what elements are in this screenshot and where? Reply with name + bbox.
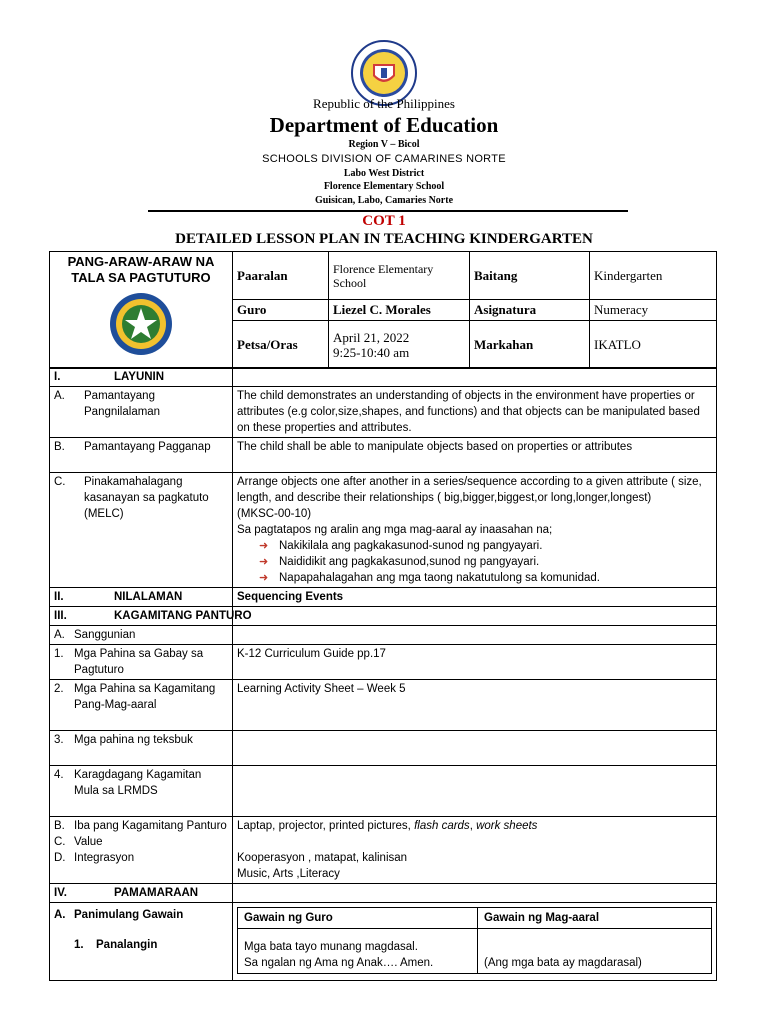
row-gabay	[50, 645, 717, 680]
integrasyon-value: Music, Arts ,Literacy	[237, 868, 340, 880]
row-layunin	[50, 368, 717, 387]
guro-line: Mga bata tayo munang magdasal.	[244, 941, 418, 953]
value-value: Kooperasyon , matapat, kalinisan	[237, 852, 408, 864]
value: The child demonstrates an understanding of objects in the environment have properties or attributes (e.g color,size,shapes, and functions) and that objects can be manipulated based on these properties and attributes.	[233, 387, 717, 438]
row-kagamitang-pang-mag-aaral	[50, 680, 717, 731]
materials-value: Laptap, projector, printed pictures, flash cards, work sheets	[237, 820, 538, 832]
baitang-label: Baitang	[470, 252, 590, 300]
value: The child shall be able to manipulate objects based on properties or attributes	[233, 438, 717, 473]
value: Learning Activity Sheet – Week 5	[233, 680, 717, 731]
list-item: ➜ Naididikit ang pagkakasunod,sunod ng pangyayari.	[259, 556, 540, 568]
guro-line: Sa ngalan ng Ama ng Anak…. Amen.	[244, 957, 434, 969]
petsa-label: Petsa/Oras	[233, 321, 329, 369]
address-line: Guisican, Labo, Camaries Norte	[314, 195, 454, 206]
melc-intro: Sa pagtatapos ng aralin ang mga mag-aaral ay inaasahan na;	[237, 524, 553, 536]
row-kagamitang-panturo	[50, 607, 717, 626]
petsa-time: 9:25-10:40 am	[333, 344, 410, 360]
list-item: ➜ Napapahalagahan ang mga taong nakatutulong sa komunidad.	[259, 572, 600, 584]
num: D.	[54, 852, 66, 864]
label: NILALAMAN	[114, 591, 183, 603]
mag-aaral-line: (Ang mga bata ay magdarasal)	[478, 929, 712, 974]
num: III.	[54, 610, 67, 622]
label: Pamantayang Pangnilalaman	[84, 390, 161, 418]
row-nilalaman	[50, 588, 717, 607]
label: PAMAMARAAN	[114, 887, 199, 899]
arrow-bullet-icon: ➜	[259, 556, 269, 568]
row-lrmds	[50, 766, 717, 817]
school-seal-logo	[109, 292, 173, 356]
petsa-date: April 21, 2022	[333, 329, 410, 345]
label: Mga Pahina sa Gabay sa Pagtuturo	[74, 648, 204, 676]
num: 3.	[54, 734, 64, 746]
lesson-table	[49, 367, 717, 981]
baitang-value: Kindergarten	[590, 252, 717, 300]
gawain-mag-aaral-header: Gawain ng Mag-aaral	[478, 908, 712, 929]
asignatura-value: Numeracy	[590, 300, 717, 321]
label: Value	[74, 836, 103, 848]
row-iba-pang-kagamitan	[50, 817, 717, 884]
row-pamantayang-pagganap	[50, 438, 717, 473]
school-line: Florence Elementary School	[323, 181, 445, 192]
label: Sanggunian	[74, 629, 136, 641]
division-line: SCHOOLS DIVISION OF CAMARINES NORTE	[262, 153, 506, 165]
label: Mga Pahina sa Kagamitang Pang-Mag-aaral	[74, 683, 216, 711]
num: B.	[54, 441, 65, 453]
arrow-bullet-icon: ➜	[259, 572, 269, 584]
cot-label: COT 1	[362, 213, 406, 229]
paaralan-value: Florence Elementary School	[329, 252, 470, 300]
num: B.	[54, 820, 65, 832]
header-divider	[148, 210, 628, 212]
list-item: ➜ Nakikilala ang pagkakasunod-sunod ng pangyayari.	[259, 540, 543, 552]
info-title-cell	[50, 252, 233, 369]
num: A.	[54, 629, 65, 641]
num: 1.	[54, 648, 64, 660]
num: C.	[54, 836, 66, 848]
district-line: Labo West District	[343, 168, 425, 179]
num: 2.	[54, 683, 64, 695]
num: A.	[54, 390, 65, 402]
label: Mga pahina ng teksbuk	[74, 734, 193, 746]
asignatura-label: Asignatura	[470, 300, 590, 321]
row-teksbuk	[50, 731, 717, 766]
region-line: Region V – Bicol	[348, 139, 420, 150]
num: IV.	[54, 887, 68, 899]
arrow-bullet-icon: ➜	[259, 540, 269, 552]
label: Panalangin	[96, 939, 158, 951]
petsa-value	[329, 321, 470, 369]
label: Pamantayang Pagganap	[84, 441, 211, 453]
label: Pinakamahalagang kasanayan sa pagkatuto (MELC)	[84, 476, 209, 520]
label: Integrasyon	[74, 852, 135, 864]
melc-text: Arrange objects one after another in a series/sequence according to a given attribute ( size, length, and describe their relationships ( big,bigger,biggest,or long,longer,longest)	[237, 476, 702, 504]
paaralan-label: Paaralan	[233, 252, 329, 300]
markahan-label: Markahan	[470, 321, 590, 369]
guro-value: Liezel C. Morales	[329, 300, 470, 321]
row-pamamaraan	[50, 884, 717, 903]
row-pamantayang-pangnilalaman	[50, 387, 717, 438]
label: LAYUNIN	[114, 371, 165, 383]
info-table	[49, 251, 717, 369]
gawain-guro-header: Gawain ng Guro	[238, 908, 478, 929]
label: Iba pang Kagamitang Panturo	[74, 820, 227, 832]
num: I.	[54, 371, 61, 383]
label: KAGAMITANG PANTURO	[114, 610, 252, 622]
value: K-12 Curriculum Guide pp.17	[233, 645, 717, 680]
lesson-plan-title: DETAILED LESSON PLAN IN TEACHING KINDERGARTEN	[175, 231, 593, 247]
num: 1.	[74, 939, 84, 951]
republic-line: Republic of the Philippines	[313, 96, 455, 111]
melc-code: (MKSC-00-10)	[237, 508, 312, 520]
label: Panimulang Gawain	[74, 909, 184, 921]
row-panimulang-gawain	[50, 903, 717, 981]
guro-label: Guro	[233, 300, 329, 321]
num: A.	[54, 909, 66, 921]
row-sanggunian	[50, 626, 717, 645]
info-title: PANG-ARAW-ARAW NA TALA SA PAGTUTURO	[67, 254, 215, 285]
num: 4.	[54, 769, 64, 781]
label: Karagdagang Kagamitan Mula sa LRMDS	[74, 769, 202, 797]
department-title: Department of Education	[269, 113, 499, 137]
row-melc	[50, 473, 717, 588]
gawain-table	[237, 907, 712, 974]
num: C.	[54, 476, 66, 488]
markahan-value: IKATLO	[590, 321, 717, 369]
num: II.	[54, 591, 64, 603]
value: Sequencing Events	[233, 588, 717, 607]
